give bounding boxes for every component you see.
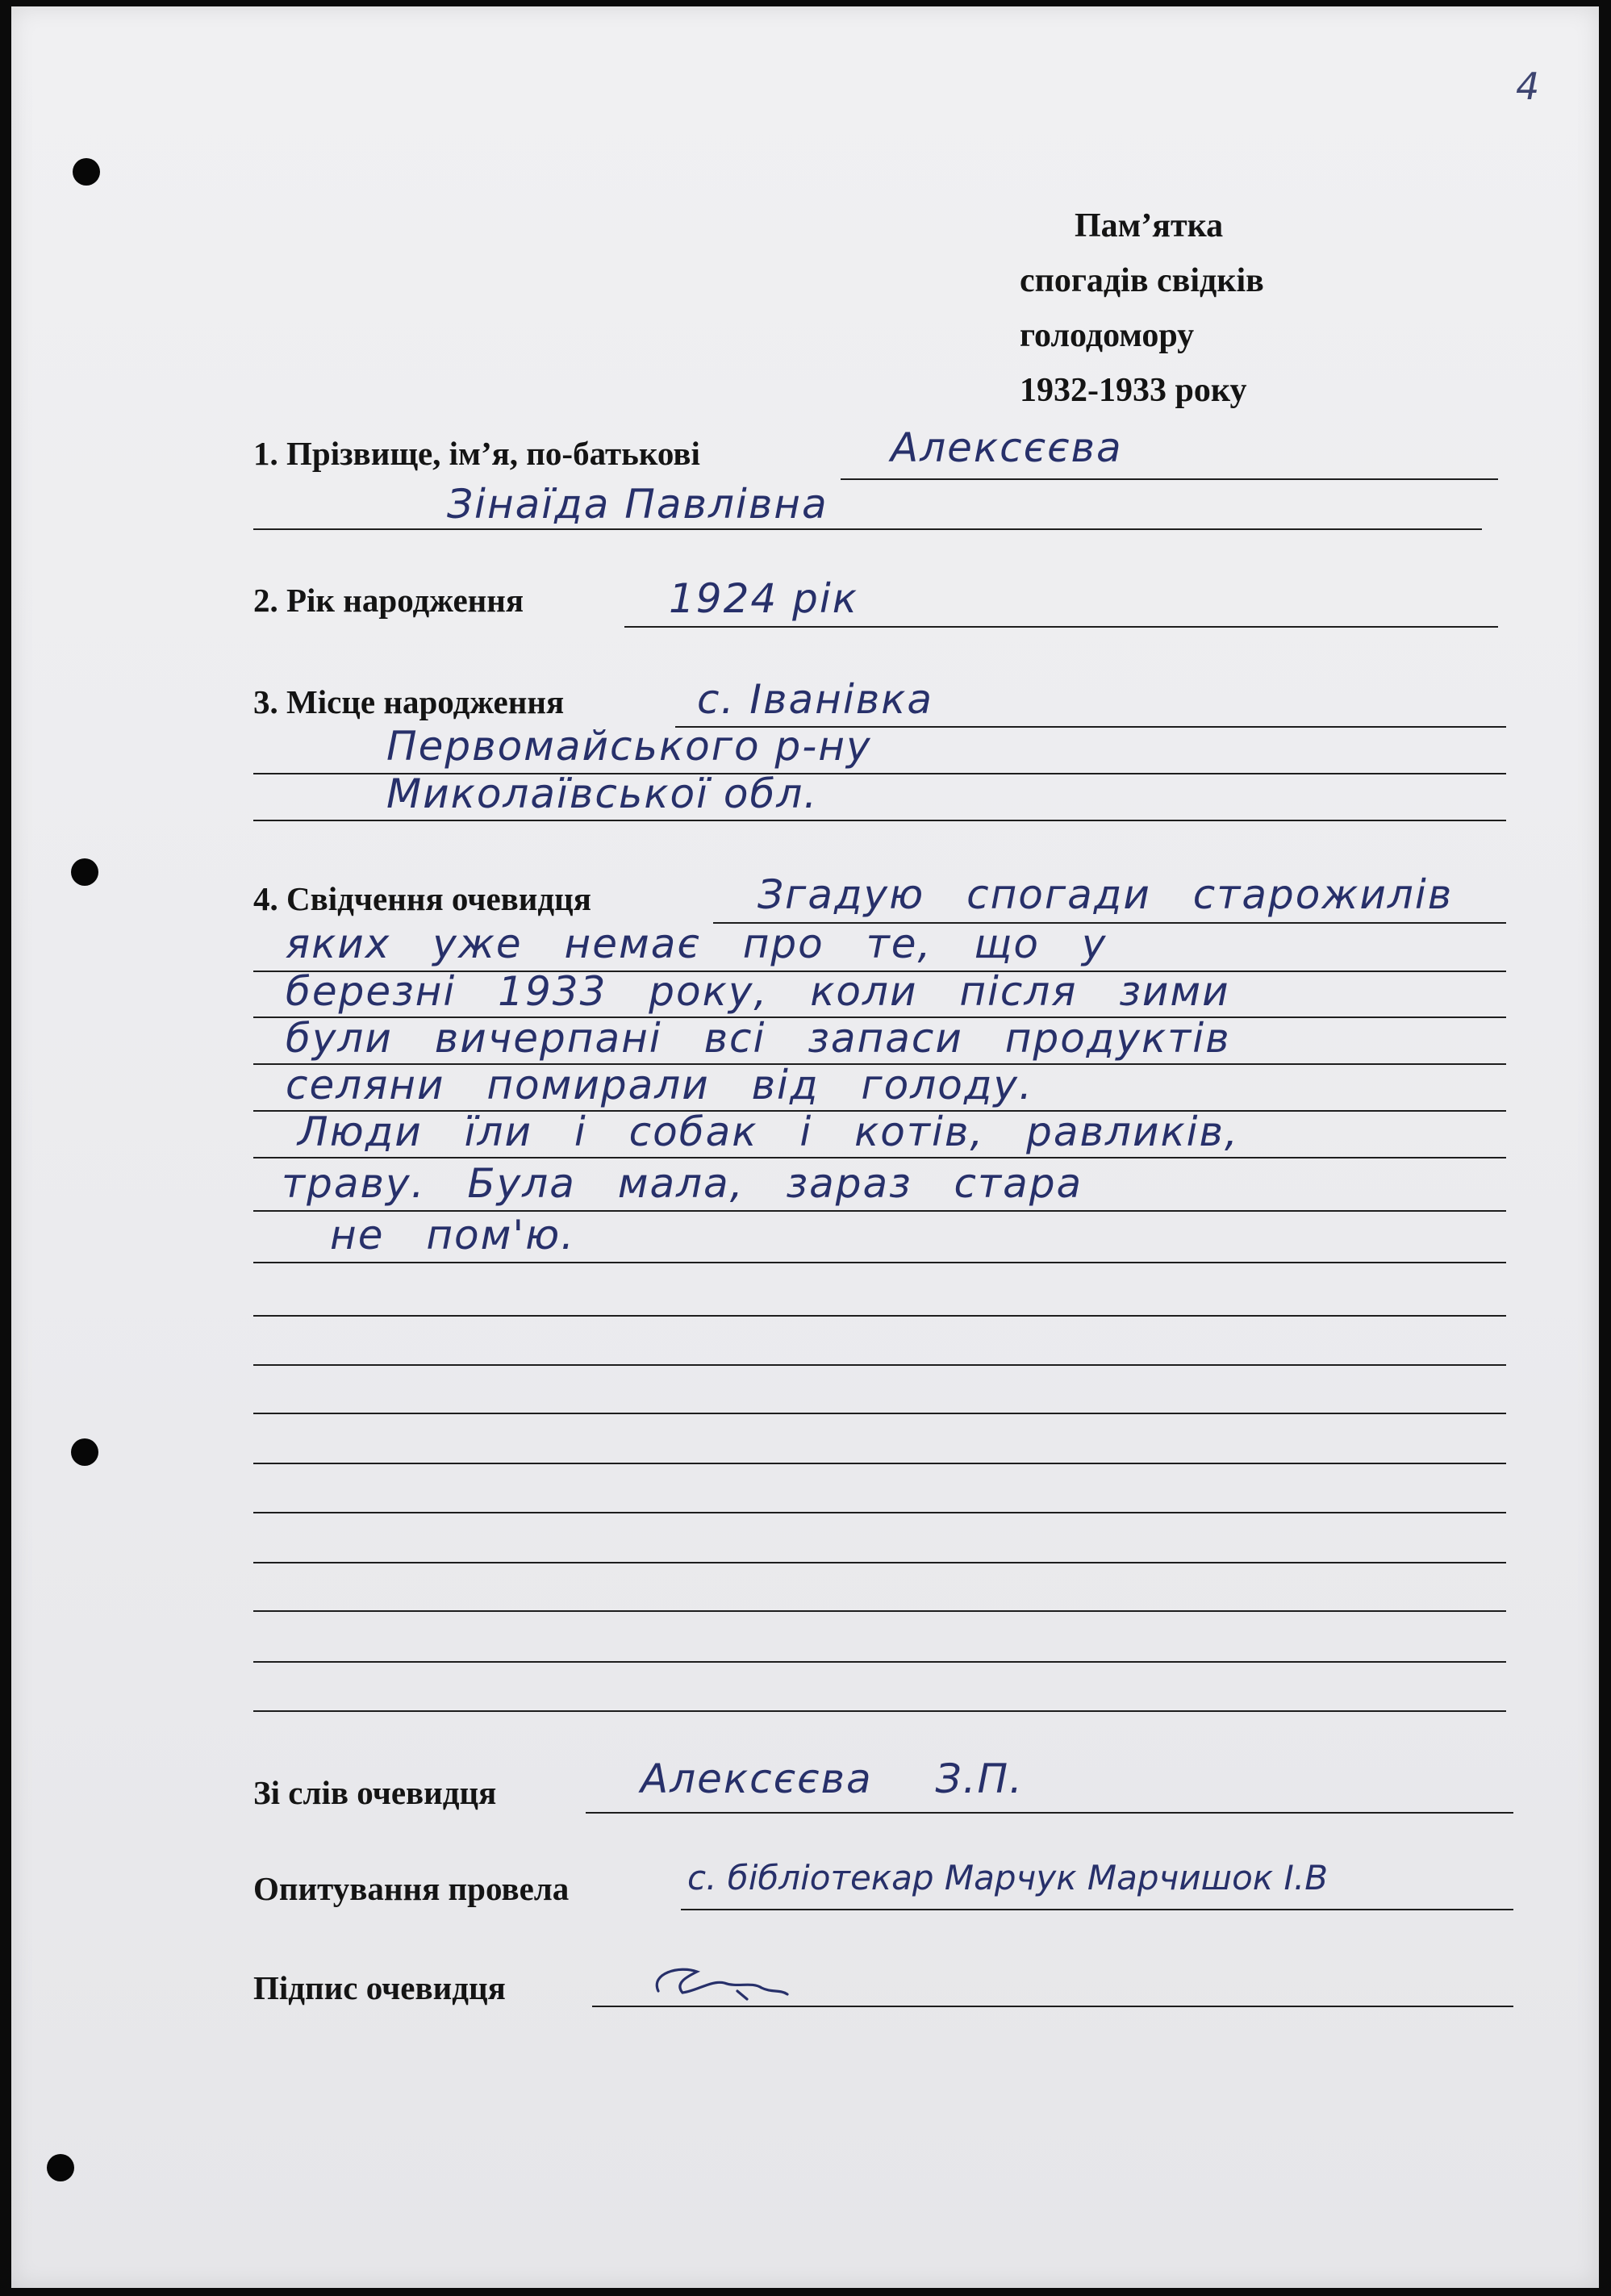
title-line: голодомору bbox=[1020, 317, 1195, 354]
signature-label: Підпис очевидця bbox=[253, 1969, 506, 2006]
form-line bbox=[253, 1157, 1506, 1158]
interviewer-value: с. бібліотекар Марчук Марчишок І.В bbox=[687, 1858, 1329, 1897]
testimony-line: селяни помирали від голоду. bbox=[286, 1062, 1033, 1108]
birth-place-value: с. Іванівка bbox=[697, 676, 934, 723]
form-line bbox=[253, 1661, 1506, 1663]
birth-year-value: 1924 рік bbox=[669, 575, 858, 622]
witness-words-label: Зі слів очевидця bbox=[253, 1774, 497, 1811]
form-line bbox=[253, 1610, 1506, 1612]
form-line bbox=[253, 1413, 1506, 1414]
form-line bbox=[841, 478, 1498, 480]
testimony-line: траву. Була мала, зараз стара bbox=[282, 1160, 1083, 1207]
testimony-line: були вичерпані всі запаси продуктів bbox=[286, 1015, 1231, 1062]
punch-hole bbox=[71, 1438, 98, 1466]
form-line bbox=[253, 1315, 1506, 1317]
form-line bbox=[253, 528, 1482, 530]
testimony-line: яких уже немає про те, що у bbox=[286, 920, 1108, 967]
page-number: 4 bbox=[1516, 65, 1540, 108]
testimony-line: Люди їли і собак і котів, равликів, bbox=[298, 1108, 1239, 1155]
title-line: 1932-1933 року bbox=[1020, 372, 1247, 409]
birth-place-label: 3. Місце народження bbox=[253, 683, 565, 720]
form-line bbox=[253, 1512, 1506, 1513]
form-line bbox=[253, 1262, 1506, 1263]
form-line bbox=[253, 1562, 1506, 1563]
birth-place-value: Миколаївської обл. bbox=[386, 770, 819, 817]
form-line bbox=[253, 1710, 1506, 1712]
form-line bbox=[253, 1364, 1506, 1366]
punch-hole bbox=[73, 158, 100, 186]
title-line: спогадів свідків bbox=[1020, 262, 1264, 299]
title-line: Пам’ятка bbox=[1075, 207, 1224, 244]
witness-words-value: Алексєєва З.П. bbox=[641, 1755, 1024, 1802]
punch-hole bbox=[47, 2154, 74, 2181]
testimony-line: березні 1933 року, коли після зими bbox=[286, 968, 1230, 1015]
form-line bbox=[586, 1812, 1513, 1814]
birth-year-label: 2. Рік народження bbox=[253, 582, 524, 619]
birth-place-value: Первомайського р-ну bbox=[386, 723, 872, 770]
testimony-line: не пом'ю. bbox=[330, 1212, 576, 1259]
form-sheet bbox=[11, 6, 1599, 2288]
testimony-label: 4. Свідчення очевидця bbox=[253, 880, 591, 917]
name-value: Зінаїда Павлівна bbox=[447, 481, 828, 528]
witness-signature bbox=[641, 1959, 794, 2015]
form-line bbox=[253, 820, 1506, 821]
name-value: Алексєєва bbox=[891, 424, 1123, 471]
testimony-line: Згадую спогади старожилів bbox=[758, 871, 1454, 918]
name-label: 1. Прізвище, ім’я, по-батькові bbox=[253, 435, 700, 472]
interviewer-label: Опитування провела bbox=[253, 1870, 570, 1907]
form-title bbox=[1020, 198, 1264, 418]
form-line bbox=[253, 1463, 1506, 1464]
punch-hole bbox=[71, 858, 98, 886]
form-line bbox=[681, 1909, 1513, 1910]
form-line bbox=[624, 626, 1498, 628]
